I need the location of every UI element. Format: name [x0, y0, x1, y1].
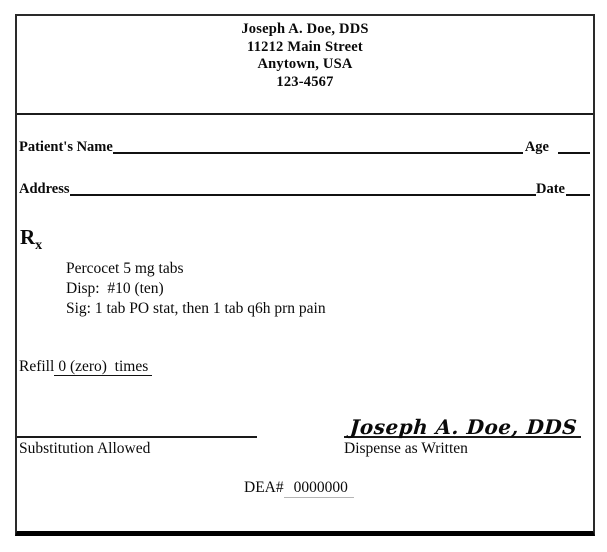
dea-number: 0000000 [284, 479, 354, 498]
dea-row [17, 478, 593, 497]
date-blank [566, 194, 590, 196]
refill-value: 0 (zero) times [54, 358, 152, 376]
dispense-as-written-label: Dispense as Written [344, 440, 468, 457]
sig-line-text: Sig: 1 tab PO stat, then 1 tab q6h prn pain [66, 300, 326, 317]
age-blank [558, 152, 590, 154]
rx-symbol [17, 224, 593, 259]
header-divider [17, 113, 593, 115]
address-label: Address [19, 181, 70, 197]
substitution-allowed-label: Substitution Allowed [19, 440, 151, 457]
medication-block [17, 259, 593, 319]
signature-labels [17, 439, 593, 458]
patient-name-blank [113, 152, 523, 154]
refill-row [17, 357, 593, 376]
refill-label: Refill [19, 358, 55, 375]
date-label: Date [536, 181, 565, 197]
patient-name-row [17, 138, 593, 156]
address-row [17, 180, 593, 198]
dispense-signature-line [344, 408, 581, 438]
clinic-city: Anytown, USA [257, 56, 353, 72]
age-label: Age [524, 139, 549, 155]
dea-label: DEA# [244, 479, 284, 496]
address-blank [70, 194, 537, 196]
doctor-name: Joseph A. Doe, DDS [241, 21, 369, 37]
rx-symbol-r: R [20, 225, 36, 249]
clinic-street: 11212 Main Street [247, 38, 363, 55]
clinic-header [17, 16, 593, 91]
patient-name-label: Patient's Name [19, 139, 113, 155]
medication-line: Percocet 5 mg tabs [66, 260, 184, 277]
label-gap [259, 439, 344, 458]
prescription-form [15, 14, 595, 536]
doctor-signature: Joseph A. Doe, DDS [349, 415, 579, 439]
dispense-line: Disp: #10 (ten) [66, 280, 164, 297]
rx-symbol-x: x [35, 238, 43, 253]
signature-lines [17, 408, 593, 438]
clinic-phone: 123-4567 [276, 73, 334, 90]
substitution-signature-blank [17, 408, 257, 438]
